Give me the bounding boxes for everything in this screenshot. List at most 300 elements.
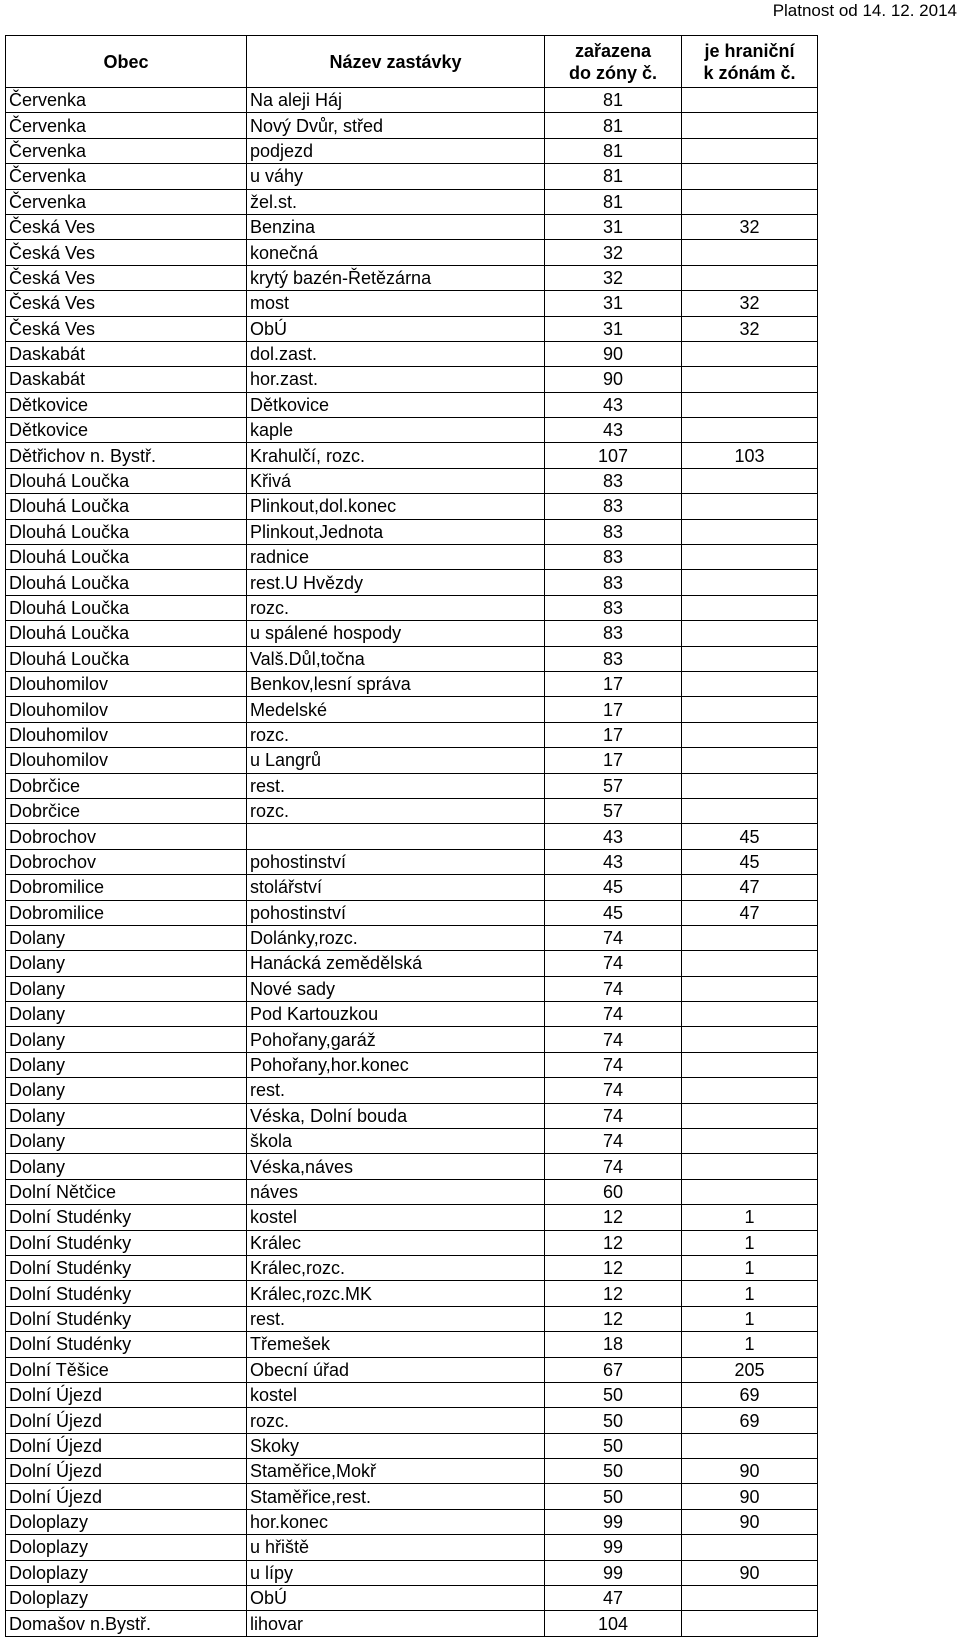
table-row	[6, 240, 818, 265]
table-row	[6, 748, 818, 773]
cell-obec: Dolany	[6, 925, 247, 950]
cell-obec: Dětřichov n. Bystř.	[6, 443, 247, 468]
table-row	[6, 1560, 818, 1585]
cell-hranicni	[682, 951, 818, 976]
cell-zastavka: rest.U Hvězdy	[247, 570, 545, 595]
cell-obec: Česká Ves	[6, 214, 247, 239]
cell-zona: 83	[545, 468, 682, 493]
header-hranicni	[682, 36, 818, 88]
cell-hranicni: 103	[682, 443, 818, 468]
table-row	[6, 1382, 818, 1407]
cell-obec: Dlouhá Loučka	[6, 621, 247, 646]
cell-hranicni	[682, 519, 818, 544]
validity-date: Platnost od 14. 12. 2014	[772, 1, 957, 20]
cell-zona: 57	[545, 773, 682, 798]
cell-zastavka: dol.zast.	[247, 341, 545, 366]
table-row	[6, 824, 818, 849]
cell-zastavka: Plinkout,dol.konec	[247, 494, 545, 519]
table-body	[6, 88, 818, 1637]
cell-zona: 74	[545, 1027, 682, 1052]
cell-zona: 74	[545, 925, 682, 950]
cell-obec: Dětkovice	[6, 418, 247, 443]
cell-hranicni	[682, 1002, 818, 1027]
cell-zastavka: podjezd	[247, 138, 545, 163]
cell-obec: Červenka	[6, 138, 247, 163]
cell-hranicni	[682, 1027, 818, 1052]
table-row	[6, 1535, 818, 1560]
cell-zona: 50	[545, 1433, 682, 1458]
table-row	[6, 291, 818, 316]
cell-hranicni	[682, 189, 818, 214]
cell-obec: Dlouhá Loučka	[6, 468, 247, 493]
cell-zona: 83	[545, 595, 682, 620]
cell-zona: 45	[545, 875, 682, 900]
cell-hranicni	[682, 646, 818, 671]
cell-hranicni: 1	[682, 1306, 818, 1331]
cell-obec: Doloplazy	[6, 1535, 247, 1560]
cell-zona: 99	[545, 1560, 682, 1585]
header-zona	[545, 36, 682, 88]
cell-obec: Červenka	[6, 88, 247, 113]
cell-hranicni	[682, 265, 818, 290]
cell-zastavka: konečná	[247, 240, 545, 265]
cell-obec: Dlouhomilov	[6, 671, 247, 696]
cell-zastavka: u Langrů	[247, 748, 545, 773]
cell-hranicni: 69	[682, 1408, 818, 1433]
table-row	[6, 671, 818, 696]
cell-zastavka: rest.	[247, 773, 545, 798]
cell-zastavka: rozc.	[247, 1408, 545, 1433]
table-row	[6, 113, 818, 138]
table-row	[6, 519, 818, 544]
cell-obec: Dolany	[6, 1129, 247, 1154]
cell-hranicni: 1	[682, 1332, 818, 1357]
cell-zona: 99	[545, 1535, 682, 1560]
table-row	[6, 900, 818, 925]
cell-zastavka: kostel	[247, 1205, 545, 1230]
cell-zona: 81	[545, 164, 682, 189]
cell-hranicni: 1	[682, 1255, 818, 1280]
cell-zastavka: rest.	[247, 1078, 545, 1103]
cell-obec: Dolany	[6, 976, 247, 1001]
cell-zona: 81	[545, 113, 682, 138]
cell-obec: Dobromilice	[6, 875, 247, 900]
cell-obec: Dolní Újezd	[6, 1408, 247, 1433]
table-row	[6, 265, 818, 290]
cell-hranicni: 205	[682, 1357, 818, 1382]
table-row	[6, 951, 818, 976]
cell-obec: Dolní Studénky	[6, 1255, 247, 1280]
cell-zona: 90	[545, 341, 682, 366]
table-row	[6, 1281, 818, 1306]
cell-zastavka: Benzina	[247, 214, 545, 239]
table-row	[6, 1306, 818, 1331]
cell-zona: 107	[545, 443, 682, 468]
cell-zastavka: Třemešek	[247, 1332, 545, 1357]
cell-zastavka: škola	[247, 1129, 545, 1154]
header-zastavka: Název zastávky	[247, 36, 545, 88]
cell-zastavka: pohostinství	[247, 900, 545, 925]
cell-zona: 99	[545, 1509, 682, 1534]
cell-zona: 50	[545, 1382, 682, 1407]
table-row	[6, 443, 818, 468]
table-row	[6, 1078, 818, 1103]
cell-zona: 12	[545, 1205, 682, 1230]
cell-hranicni: 32	[682, 316, 818, 341]
cell-zastavka: u lípy	[247, 1560, 545, 1585]
table-row	[6, 1433, 818, 1458]
cell-zona: 74	[545, 1078, 682, 1103]
cell-zastavka: Obecní úřad	[247, 1357, 545, 1382]
cell-zastavka: hor.konec	[247, 1509, 545, 1534]
cell-zastavka: Dolánky,rozc.	[247, 925, 545, 950]
cell-hranicni	[682, 621, 818, 646]
cell-zona: 81	[545, 138, 682, 163]
cell-hranicni	[682, 798, 818, 823]
cell-hranicni	[682, 1154, 818, 1179]
table-row	[6, 1357, 818, 1382]
cell-zona: 43	[545, 392, 682, 417]
cell-obec: Dolany	[6, 1027, 247, 1052]
cell-hranicni: 90	[682, 1484, 818, 1509]
cell-zastavka: Staměřice,Mokř	[247, 1459, 545, 1484]
cell-hranicni	[682, 1103, 818, 1128]
cell-obec: Dolní Těšice	[6, 1357, 247, 1382]
cell-obec: Dlouhá Loučka	[6, 570, 247, 595]
header-hranicni-line1: je hraniční	[704, 40, 795, 61]
table-row	[6, 494, 818, 519]
cell-obec: Dlouhomilov	[6, 722, 247, 747]
cell-hranicni	[682, 545, 818, 570]
cell-obec: Červenka	[6, 189, 247, 214]
cell-zona: 90	[545, 367, 682, 392]
cell-obec: Červenka	[6, 164, 247, 189]
cell-zona: 31	[545, 214, 682, 239]
cell-hranicni	[682, 113, 818, 138]
table-row	[6, 1408, 818, 1433]
cell-zona: 17	[545, 722, 682, 747]
cell-zastavka: Véska, Dolní bouda	[247, 1103, 545, 1128]
cell-zastavka: lihovar	[247, 1611, 545, 1636]
cell-zastavka: Krahulčí, rozc.	[247, 443, 545, 468]
cell-obec: Dolní Nětčice	[6, 1179, 247, 1204]
table-row	[6, 88, 818, 113]
cell-hranicni	[682, 748, 818, 773]
cell-hranicni	[682, 773, 818, 798]
cell-obec: Dolany	[6, 1002, 247, 1027]
cell-zastavka: Medelské	[247, 697, 545, 722]
cell-zastavka: Nové sady	[247, 976, 545, 1001]
cell-hranicni: 45	[682, 824, 818, 849]
table-row	[6, 1103, 818, 1128]
cell-obec: Dolní Studénky	[6, 1306, 247, 1331]
cell-obec: Červenka	[6, 113, 247, 138]
cell-obec: Česká Ves	[6, 265, 247, 290]
cell-hranicni: 32	[682, 291, 818, 316]
table-row	[6, 1332, 818, 1357]
cell-hranicni	[682, 341, 818, 366]
cell-hranicni	[682, 392, 818, 417]
cell-zastavka: Křivá	[247, 468, 545, 493]
cell-obec: Dolní Studénky	[6, 1281, 247, 1306]
cell-zastavka: stolářství	[247, 875, 545, 900]
cell-hranicni	[682, 1535, 818, 1560]
cell-zastavka: krytý bazén-Řetězárna	[247, 265, 545, 290]
cell-zona: 50	[545, 1408, 682, 1433]
cell-hranicni	[682, 1129, 818, 1154]
cell-hranicni	[682, 418, 818, 443]
table-row	[6, 341, 818, 366]
cell-obec: Dlouhá Loučka	[6, 545, 247, 570]
cell-hranicni: 90	[682, 1459, 818, 1484]
table-row	[6, 1027, 818, 1052]
cell-obec: Dolní Studénky	[6, 1332, 247, 1357]
table-row	[6, 1230, 818, 1255]
cell-zastavka: Pohořany,hor.konec	[247, 1052, 545, 1077]
table-row	[6, 316, 818, 341]
cell-zona: 83	[545, 519, 682, 544]
cell-zastavka: most	[247, 291, 545, 316]
cell-zona: 31	[545, 316, 682, 341]
table-row	[6, 798, 818, 823]
table-row	[6, 1255, 818, 1280]
table-row	[6, 189, 818, 214]
header-obec: Obec	[6, 36, 247, 88]
cell-hranicni	[682, 671, 818, 696]
cell-obec: Doloplazy	[6, 1560, 247, 1585]
cell-zona: 32	[545, 265, 682, 290]
table-row	[6, 1154, 818, 1179]
table-row	[6, 1205, 818, 1230]
cell-hranicni	[682, 367, 818, 392]
cell-hranicni	[682, 1179, 818, 1204]
cell-zastavka: Skoky	[247, 1433, 545, 1458]
cell-zona: 83	[545, 545, 682, 570]
cell-zastavka: Benkov,lesní správa	[247, 671, 545, 696]
header-hranicni-line2: k zónám č.	[703, 62, 796, 83]
cell-zastavka: Staměřice,rest.	[247, 1484, 545, 1509]
cell-zona: 50	[545, 1484, 682, 1509]
cell-obec: Dobrochov	[6, 824, 247, 849]
cell-zastavka: Pohořany,garáž	[247, 1027, 545, 1052]
cell-hranicni	[682, 925, 818, 950]
cell-obec: Dlouhá Loučka	[6, 595, 247, 620]
cell-zastavka: žel.st.	[247, 189, 545, 214]
cell-hranicni: 45	[682, 849, 818, 874]
cell-zastavka: Na aleji Háj	[247, 88, 545, 113]
cell-obec: Dolany	[6, 1078, 247, 1103]
cell-zastavka: náves	[247, 1179, 545, 1204]
table-row	[6, 214, 818, 239]
cell-zastavka: ObÚ	[247, 316, 545, 341]
cell-zastavka: Králec,rozc.	[247, 1255, 545, 1280]
cell-obec: Česká Ves	[6, 291, 247, 316]
cell-zona: 81	[545, 189, 682, 214]
cell-obec: Daskabát	[6, 367, 247, 392]
cell-zona: 67	[545, 1357, 682, 1382]
table-row	[6, 138, 818, 163]
cell-zona: 74	[545, 1129, 682, 1154]
cell-hranicni: 1	[682, 1205, 818, 1230]
cell-hranicni: 90	[682, 1560, 818, 1585]
cell-zona: 12	[545, 1281, 682, 1306]
cell-zastavka: rest.	[247, 1306, 545, 1331]
cell-obec: Dolní Újezd	[6, 1484, 247, 1509]
cell-zona: 32	[545, 240, 682, 265]
cell-obec: Dlouhomilov	[6, 697, 247, 722]
cell-hranicni	[682, 468, 818, 493]
cell-obec: Dlouhá Loučka	[6, 646, 247, 671]
cell-obec: Česká Ves	[6, 240, 247, 265]
cell-hranicni	[682, 240, 818, 265]
cell-hranicni	[682, 1433, 818, 1458]
table-row	[6, 976, 818, 1001]
table-row	[6, 1509, 818, 1534]
cell-obec: Dobrčice	[6, 798, 247, 823]
cell-hranicni: 1	[682, 1230, 818, 1255]
table-row	[6, 595, 818, 620]
cell-zona: 83	[545, 621, 682, 646]
cell-zona: 81	[545, 88, 682, 113]
cell-obec: Doloplazy	[6, 1509, 247, 1534]
zone-table	[5, 35, 818, 1637]
cell-zona: 74	[545, 951, 682, 976]
cell-obec: Česká Ves	[6, 316, 247, 341]
table-row	[6, 875, 818, 900]
cell-zastavka: u spálené hospody	[247, 621, 545, 646]
cell-zastavka: Plinkout,Jednota	[247, 519, 545, 544]
cell-zastavka: Nový Dvůr, střed	[247, 113, 545, 138]
cell-zastavka: Dětkovice	[247, 392, 545, 417]
cell-zastavka: u váhy	[247, 164, 545, 189]
cell-obec: Dolany	[6, 951, 247, 976]
table-row	[6, 164, 818, 189]
cell-zastavka: Valš.Důl,točna	[247, 646, 545, 671]
cell-zastavka: rozc.	[247, 595, 545, 620]
cell-zona: 43	[545, 849, 682, 874]
table-row	[6, 773, 818, 798]
cell-hranicni: 47	[682, 875, 818, 900]
cell-zona: 17	[545, 748, 682, 773]
cell-zastavka: Pod Kartouzkou	[247, 1002, 545, 1027]
cell-zastavka: ObÚ	[247, 1586, 545, 1611]
table-row	[6, 1052, 818, 1077]
cell-hranicni	[682, 164, 818, 189]
cell-hranicni: 47	[682, 900, 818, 925]
header-zona-line2: do zóny č.	[568, 62, 657, 83]
cell-hranicni	[682, 722, 818, 747]
cell-obec: Dobromilice	[6, 900, 247, 925]
table-row	[6, 418, 818, 443]
cell-zona: 74	[545, 1052, 682, 1077]
cell-hranicni	[682, 88, 818, 113]
cell-hranicni	[682, 976, 818, 1001]
cell-zona: 74	[545, 1154, 682, 1179]
cell-obec: Dolany	[6, 1103, 247, 1128]
table-row	[6, 1611, 818, 1636]
cell-zastavka: pohostinství	[247, 849, 545, 874]
cell-zona: 12	[545, 1255, 682, 1280]
cell-zastavka: Králec,rozc.MK	[247, 1281, 545, 1306]
cell-zona: 43	[545, 418, 682, 443]
cell-zona: 50	[545, 1459, 682, 1484]
cell-obec: Dobrochov	[6, 849, 247, 874]
table-row	[6, 570, 818, 595]
table-row	[6, 849, 818, 874]
table-row	[6, 722, 818, 747]
cell-zastavka: rozc.	[247, 798, 545, 823]
cell-hranicni	[682, 1611, 818, 1636]
cell-obec: Domašov n.Bystř.	[6, 1611, 247, 1636]
cell-obec: Dolní Újezd	[6, 1382, 247, 1407]
table-row	[6, 392, 818, 417]
cell-zona: 74	[545, 976, 682, 1001]
cell-zastavka: kaple	[247, 418, 545, 443]
table-row	[6, 1002, 818, 1027]
header-zona-line1: zařazena	[574, 40, 652, 61]
table-header	[6, 36, 818, 88]
cell-hranicni	[682, 595, 818, 620]
table-row	[6, 925, 818, 950]
cell-obec: Daskabát	[6, 341, 247, 366]
cell-zona: 17	[545, 671, 682, 696]
cell-obec: Dolní Studénky	[6, 1205, 247, 1230]
cell-hranicni	[682, 697, 818, 722]
cell-zastavka: radnice	[247, 545, 545, 570]
cell-zona: 74	[545, 1002, 682, 1027]
table-row	[6, 1459, 818, 1484]
table-row	[6, 545, 818, 570]
cell-obec: Dolní Újezd	[6, 1459, 247, 1484]
cell-zona: 17	[545, 697, 682, 722]
cell-zona: 18	[545, 1332, 682, 1357]
cell-zona: 43	[545, 824, 682, 849]
table-row	[6, 1586, 818, 1611]
table-row	[6, 468, 818, 493]
cell-zastavka: kostel	[247, 1382, 545, 1407]
cell-hranicni	[682, 1052, 818, 1077]
cell-zastavka: rozc.	[247, 722, 545, 747]
cell-obec: Dolní Újezd	[6, 1433, 247, 1458]
cell-obec: Dlouhomilov	[6, 748, 247, 773]
table-row	[6, 1129, 818, 1154]
cell-zastavka	[247, 824, 545, 849]
cell-zona: 12	[545, 1230, 682, 1255]
cell-zona: 47	[545, 1586, 682, 1611]
cell-zastavka: u hřiště	[247, 1535, 545, 1560]
cell-obec: Dlouhá Loučka	[6, 494, 247, 519]
cell-zona: 83	[545, 570, 682, 595]
cell-zona: 45	[545, 900, 682, 925]
cell-obec: Dlouhá Loučka	[6, 519, 247, 544]
cell-obec: Dolní Studénky	[6, 1230, 247, 1255]
cell-hranicni: 69	[682, 1382, 818, 1407]
cell-zona: 12	[545, 1306, 682, 1331]
cell-zona: 60	[545, 1179, 682, 1204]
cell-zona: 104	[545, 1611, 682, 1636]
cell-obec: Dolany	[6, 1052, 247, 1077]
cell-zona: 57	[545, 798, 682, 823]
table-row	[6, 697, 818, 722]
cell-obec: Dětkovice	[6, 392, 247, 417]
cell-obec: Dolany	[6, 1154, 247, 1179]
cell-obec: Doloplazy	[6, 1586, 247, 1611]
cell-zastavka: Hanácká zemědělská	[247, 951, 545, 976]
cell-hranicni	[682, 138, 818, 163]
cell-zastavka: Králec	[247, 1230, 545, 1255]
cell-hranicni	[682, 570, 818, 595]
cell-zastavka: Véska,náves	[247, 1154, 545, 1179]
